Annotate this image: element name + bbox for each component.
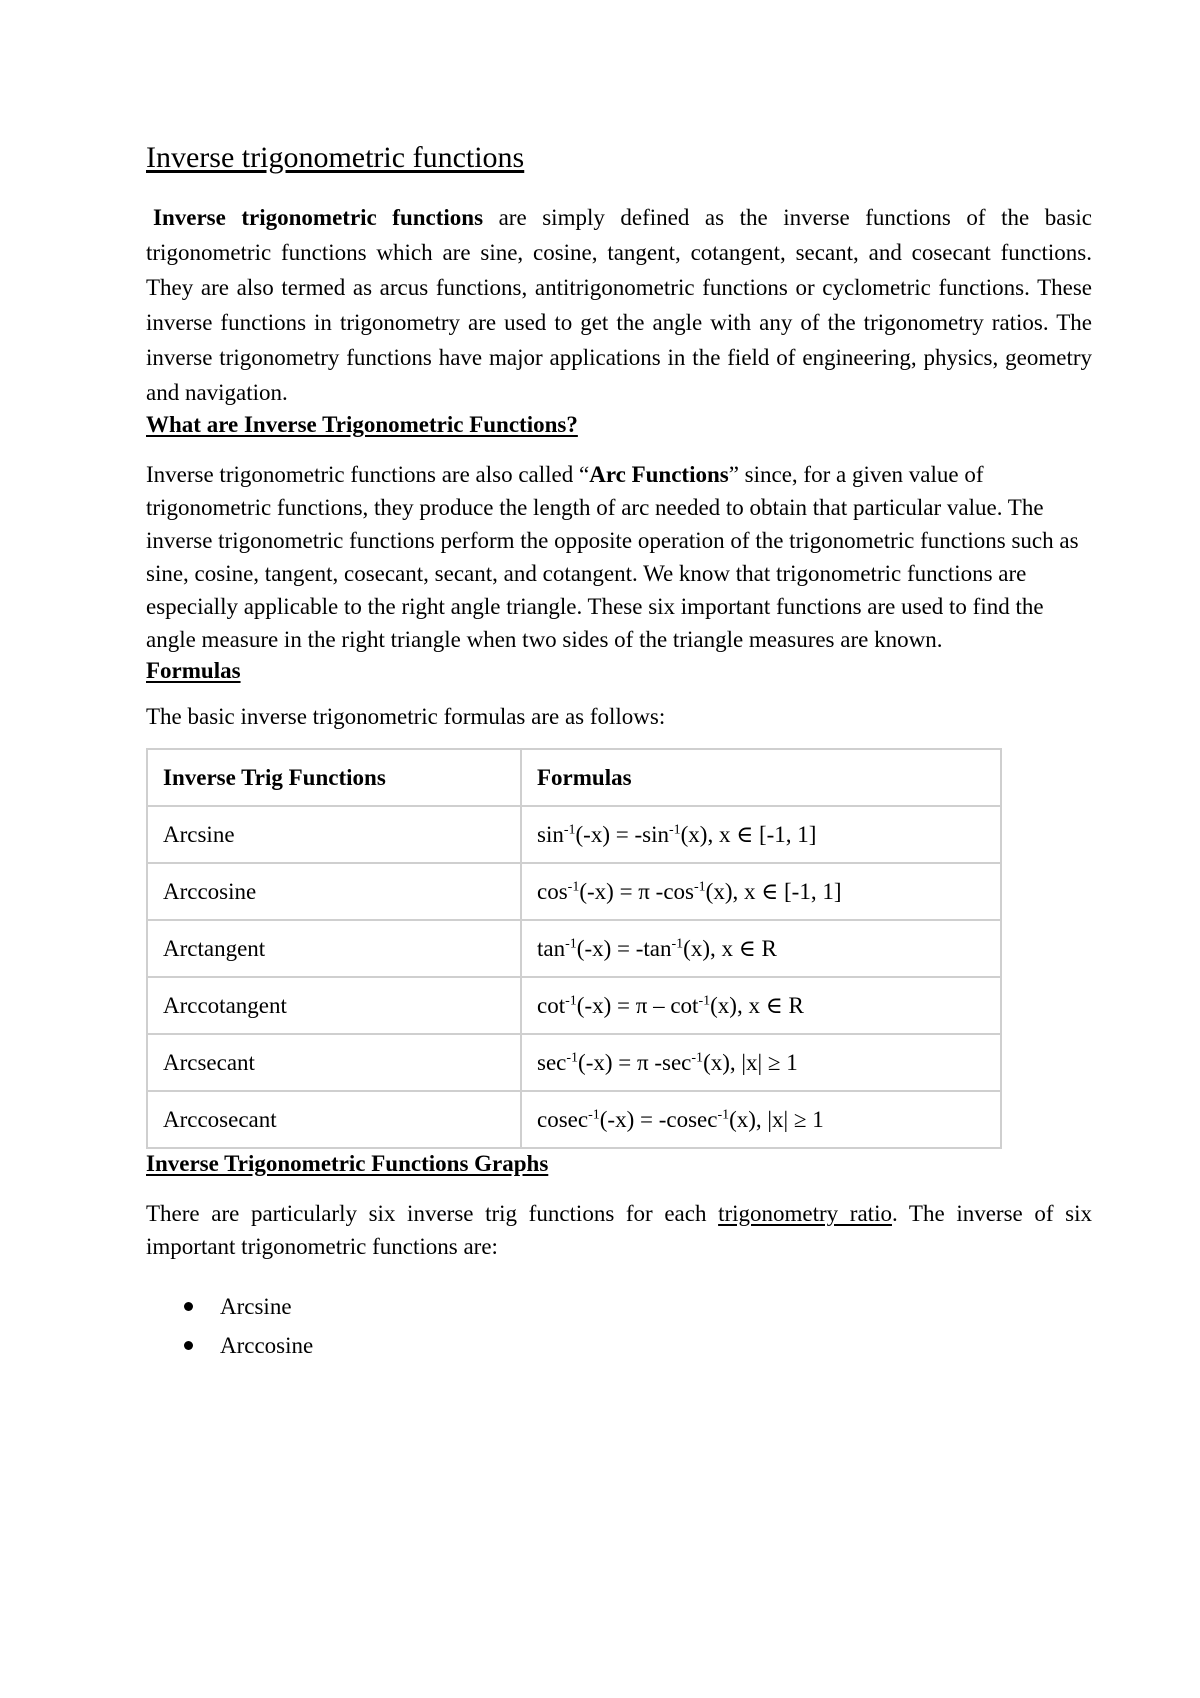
inverse-functions-list (146, 1287, 1092, 1365)
formula: $\sec^{-1}(-x) = \pi$ $-\sec^{-1}(x)$, |x| ≥ 1 (521, 1034, 1001, 1091)
table-row (147, 920, 1001, 977)
formulas-heading: Formulas (146, 658, 241, 683)
what-paragraph (146, 458, 1092, 656)
graphs-text-before: There are particularly six inverse trig functions for each (146, 1201, 719, 1226)
function-name: Arctangent (147, 920, 521, 977)
trigonometry-ratio-link[interactable]: trigonometry ratio (718, 1201, 892, 1226)
formula: $\cos^{-1}(-x) = \pi$ $-\cos^{-1}(x)$, x ∈ [-1, 1] (521, 863, 1001, 920)
list-item: Arcsine (184, 1287, 1092, 1326)
formula: $\tan^{-1}(-x) = -\tan^{-1}(x)$, x ∈ R (521, 920, 1001, 977)
graphs-text-after: . The inverse of six important trigonometric functions are: (146, 1201, 1092, 1259)
graphs-heading: Inverse Trigonometric Functions Graphs (146, 1151, 549, 1176)
formulas-table (146, 748, 1002, 1149)
table-header-function: Inverse Trig Functions (147, 749, 521, 806)
what-heading: What are Inverse Trigonometric Functions? (146, 412, 578, 437)
what-text-before: Inverse trigonometric functions are also called “ (146, 462, 590, 487)
document-content (146, 140, 1092, 1365)
function-name: Arcsecant (147, 1034, 521, 1091)
table-row (147, 1034, 1001, 1091)
table-header-formula: Formulas (521, 749, 1001, 806)
bullet-icon (184, 1341, 193, 1350)
bullet-icon (184, 1302, 193, 1311)
table-row (147, 977, 1001, 1034)
table-row (147, 806, 1001, 863)
intro-text: are simply defined as the inverse functions of the basic trigonometric functions which are sine, cosine, tangent, cotangent, secant, and cosecant functions. They are also termed as arcus functions, antitrigonometric functions or cyclometric functions. These inverse functions in trigonometry are used to get the angle with any of the trigonometry ratios. The inverse trigonometry functions have major applications in the field of engineering, physics, geometry and navigation. (146, 205, 1092, 405)
function-name: Arccosecant (147, 1091, 521, 1148)
what-bold: Arc Functions (589, 462, 729, 487)
what-text-after: ” since, for a given value of trigonometric functions, they produce the length of arc needed to obtain that particular value. The inverse trigonometric functions perform the opposite operation of the trigonometric functions such as sine, cosine, tangent, cosecant, secant, and cotangent. We know that trigonometric functions are especially applicable to the right angle triangle. These six important functions are used to find the angle measure in the right triangle when two sides of the triangle measures are known. (146, 462, 1079, 652)
table-row (147, 1091, 1001, 1148)
page-title: Inverse trigonometric functions (146, 141, 525, 174)
intro-paragraph (146, 200, 1092, 410)
formula: $\sin^{-1}(-x) = -\sin^{-1}(x)$, x ∈ [-1, 1] (521, 806, 1001, 863)
function-name: Arccotangent (147, 977, 521, 1034)
table-row (147, 863, 1001, 920)
table-header-row (147, 749, 1001, 806)
formula: $\cot^{-1}(-x) = \pi - \cot^{-1}(x)$, x ∈ R (521, 977, 1001, 1034)
graphs-paragraph (146, 1197, 1092, 1263)
list-item: Arccosine (184, 1326, 1092, 1365)
function-name: Arccosine (147, 863, 521, 920)
intro-lead: Inverse trigonometric functions (153, 205, 484, 230)
function-name: Arcsine (147, 806, 521, 863)
formula: cosec$^{-1}$(-x) = -cosec$^{-1}$(x), |x| ≥ 1 (521, 1091, 1001, 1148)
formulas-intro: The basic inverse trigonometric formulas are as follows: (146, 704, 666, 729)
